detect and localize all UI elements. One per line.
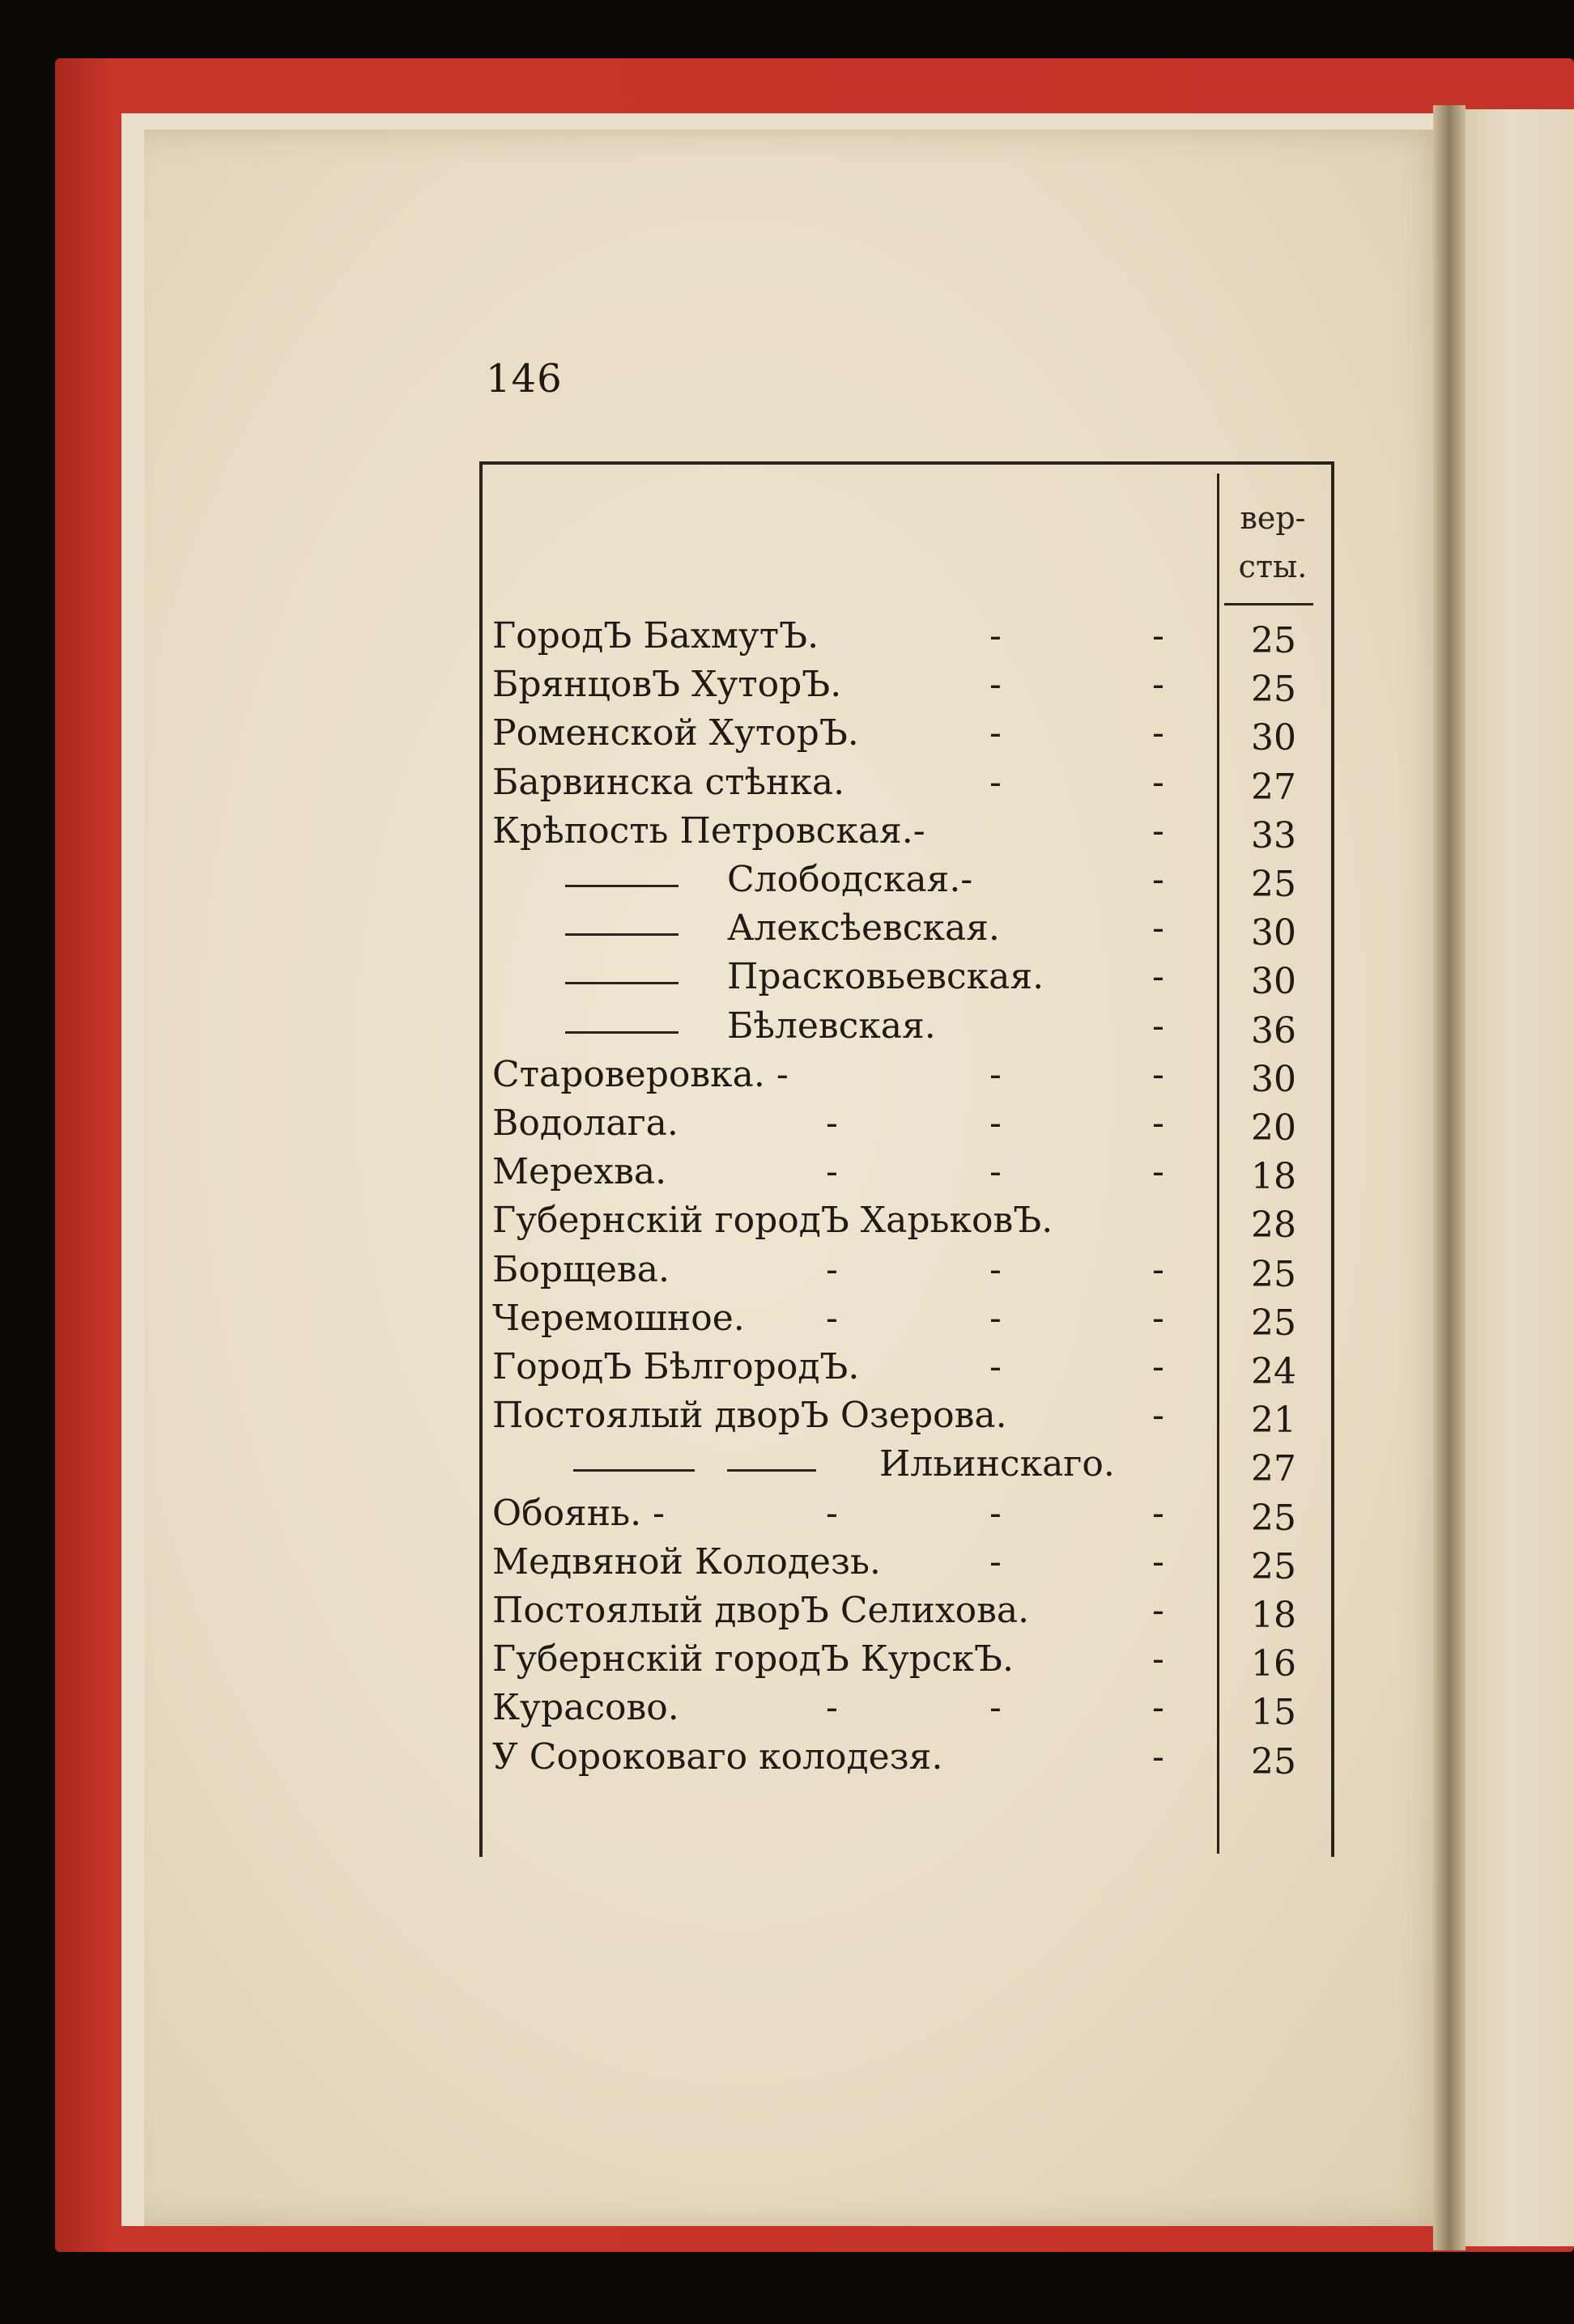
table-row	[492, 615, 1318, 664]
leader-dash: -	[989, 1248, 1002, 1290]
verst-value: 18	[1251, 1595, 1296, 1636]
leader-dash: -	[826, 1103, 838, 1144]
verst-value: 28	[1251, 1204, 1296, 1247]
leader-dash: -	[1152, 1687, 1164, 1729]
leader-dash: -	[826, 1151, 838, 1193]
table-row	[492, 1443, 1318, 1492]
table-row	[492, 1493, 1318, 1541]
place-name: Ильинскаго.	[879, 1443, 1115, 1485]
table-row	[492, 1249, 1318, 1298]
verst-column-header	[1224, 494, 1321, 591]
place-name: Бѣлевская.	[727, 1005, 936, 1047]
table-row	[492, 712, 1318, 761]
verst-value: 25	[1251, 864, 1296, 905]
place-name: Постоялый дворЪ Озерова.	[492, 1395, 1007, 1437]
place-name: Водолага.	[492, 1103, 679, 1144]
table-row	[492, 1541, 1318, 1590]
place-name: ГородЪ БѣлгородЪ.	[492, 1346, 860, 1387]
verst-value: 25	[1251, 1497, 1296, 1539]
leader-dash: -	[1152, 1590, 1164, 1631]
leader-dash: -	[1152, 1395, 1164, 1437]
leader-dash: -	[1152, 1103, 1164, 1144]
verst-value: 27	[1251, 766, 1296, 808]
leader-dash: -	[1152, 809, 1164, 852]
table-row	[492, 1200, 1318, 1248]
place-name: Алексѣевская.	[727, 907, 1000, 950]
leader-dash: -	[989, 1151, 1002, 1193]
leader-dash: -	[989, 664, 1002, 706]
verst-value: 15	[1251, 1692, 1296, 1734]
table-row	[492, 1590, 1318, 1638]
place-name: Борщева.	[492, 1248, 670, 1290]
book-gutter	[1433, 105, 1466, 2250]
verst-value: 30	[1251, 912, 1296, 954]
leader-dash: -	[1152, 664, 1164, 706]
leader-dash: -	[989, 1103, 1002, 1144]
ditto-rule	[565, 933, 679, 936]
ditto-rule	[565, 1031, 679, 1034]
place-name: Прасковьевская.	[727, 956, 1044, 998]
ditto-rule	[565, 885, 679, 887]
place-name: Постоялый дворЪ Селихова.	[492, 1590, 1030, 1631]
place-name: Барвинска стѣнка.	[492, 761, 845, 803]
page-number: 146	[486, 356, 563, 401]
place-name: Мерехва.	[492, 1151, 667, 1193]
leader-dash: -	[1152, 1492, 1164, 1534]
table-row	[492, 1346, 1318, 1395]
leader-dash: -	[1152, 956, 1164, 998]
table-row	[492, 1005, 1318, 1054]
leader-dash: -	[826, 1248, 838, 1290]
header-line-1: вер-	[1240, 500, 1306, 536]
leader-dash: -	[989, 1346, 1002, 1387]
table-row	[492, 664, 1318, 712]
leader-dash: -	[1152, 1346, 1164, 1387]
leader-dash: -	[1152, 907, 1164, 950]
leader-dash: -	[989, 1687, 1002, 1729]
leader-dash: -	[989, 712, 1002, 754]
verst-value: 30	[1251, 1058, 1296, 1100]
leader-dash: -	[1152, 859, 1164, 900]
leader-dash: -	[1152, 1540, 1164, 1583]
place-name: ГородЪ БахмутЪ.	[492, 615, 819, 656]
leader-dash: -	[826, 1297, 838, 1339]
ditto-rule	[573, 1469, 695, 1472]
leader-dash: -	[826, 1687, 838, 1729]
leader-dash: -	[1152, 1248, 1164, 1290]
place-name: У Сороковаго колодезя.	[492, 1736, 943, 1778]
table-row	[492, 1395, 1318, 1443]
table-row	[492, 956, 1318, 1005]
place-name: Курасово.	[492, 1687, 679, 1729]
verst-value: 21	[1251, 1400, 1296, 1442]
place-name: Староверовка. -	[492, 1053, 789, 1095]
verst-value: 25	[1251, 1740, 1296, 1782]
place-name: Губернскій городЪ ХарьковЪ.	[492, 1200, 1053, 1242]
verst-value: 36	[1251, 1009, 1296, 1052]
leader-dash: -	[989, 1540, 1002, 1583]
place-name: Обоянь. -	[492, 1492, 665, 1534]
place-name: БрянцовЪ ХуторЪ.	[492, 664, 842, 706]
place-name: Медвяной Колодезь.	[492, 1540, 881, 1583]
verst-value: 25	[1251, 1253, 1296, 1295]
place-name: Слободская.-	[727, 859, 973, 900]
table-row	[492, 1736, 1318, 1785]
leader-dash: -	[989, 1492, 1002, 1534]
verst-value: 25	[1251, 1302, 1296, 1344]
table-row	[492, 1687, 1318, 1736]
place-name: Губернскій городЪ КурскЪ.	[492, 1638, 1014, 1680]
verst-value: 27	[1251, 1448, 1296, 1490]
place-name: Роменской ХуторЪ.	[492, 712, 859, 754]
table-row	[492, 1054, 1318, 1103]
leader-dash: -	[1152, 1005, 1164, 1047]
leader-dash: -	[1152, 1297, 1164, 1339]
verst-value: 25	[1251, 620, 1296, 661]
leader-dash: -	[989, 615, 1002, 656]
verst-value: 33	[1251, 814, 1296, 856]
table-row	[492, 1151, 1318, 1200]
verst-value: 24	[1251, 1351, 1296, 1392]
verst-value: 20	[1251, 1107, 1296, 1149]
table-row	[492, 810, 1318, 859]
verst-value: 25	[1251, 669, 1296, 711]
verst-value: 30	[1251, 717, 1296, 759]
table-row	[492, 1638, 1318, 1687]
leader-dash: -	[826, 1492, 838, 1534]
leader-dash: -	[989, 1297, 1002, 1339]
right-page-edge	[1466, 109, 1574, 2246]
verst-value: 25	[1251, 1545, 1296, 1587]
verst-value: 30	[1251, 961, 1296, 1003]
table-row	[492, 859, 1318, 907]
ditto-rule	[565, 982, 679, 984]
header-line-2: сты.	[1238, 549, 1308, 584]
verst-value: 16	[1251, 1643, 1296, 1685]
leader-dash: -	[989, 761, 1002, 803]
leader-dash: -	[1152, 1053, 1164, 1095]
table-row	[492, 907, 1318, 956]
place-name: Черемошное.	[492, 1297, 745, 1339]
leader-dash: -	[1152, 761, 1164, 803]
table-row	[492, 762, 1318, 810]
table-row	[492, 1103, 1318, 1151]
leader-dash: -	[989, 1053, 1002, 1095]
leader-dash: -	[1152, 1638, 1164, 1680]
ditto-rule	[727, 1469, 816, 1472]
table-row	[492, 1298, 1318, 1346]
verst-value: 18	[1251, 1156, 1296, 1198]
leader-dash: -	[1152, 615, 1164, 656]
leader-dash: -	[1152, 1736, 1164, 1778]
place-name: Крѣпость Петровская.-	[492, 809, 925, 852]
leader-dash: -	[1152, 712, 1164, 754]
header-rule	[1224, 603, 1313, 605]
leader-dash: -	[1152, 1151, 1164, 1193]
